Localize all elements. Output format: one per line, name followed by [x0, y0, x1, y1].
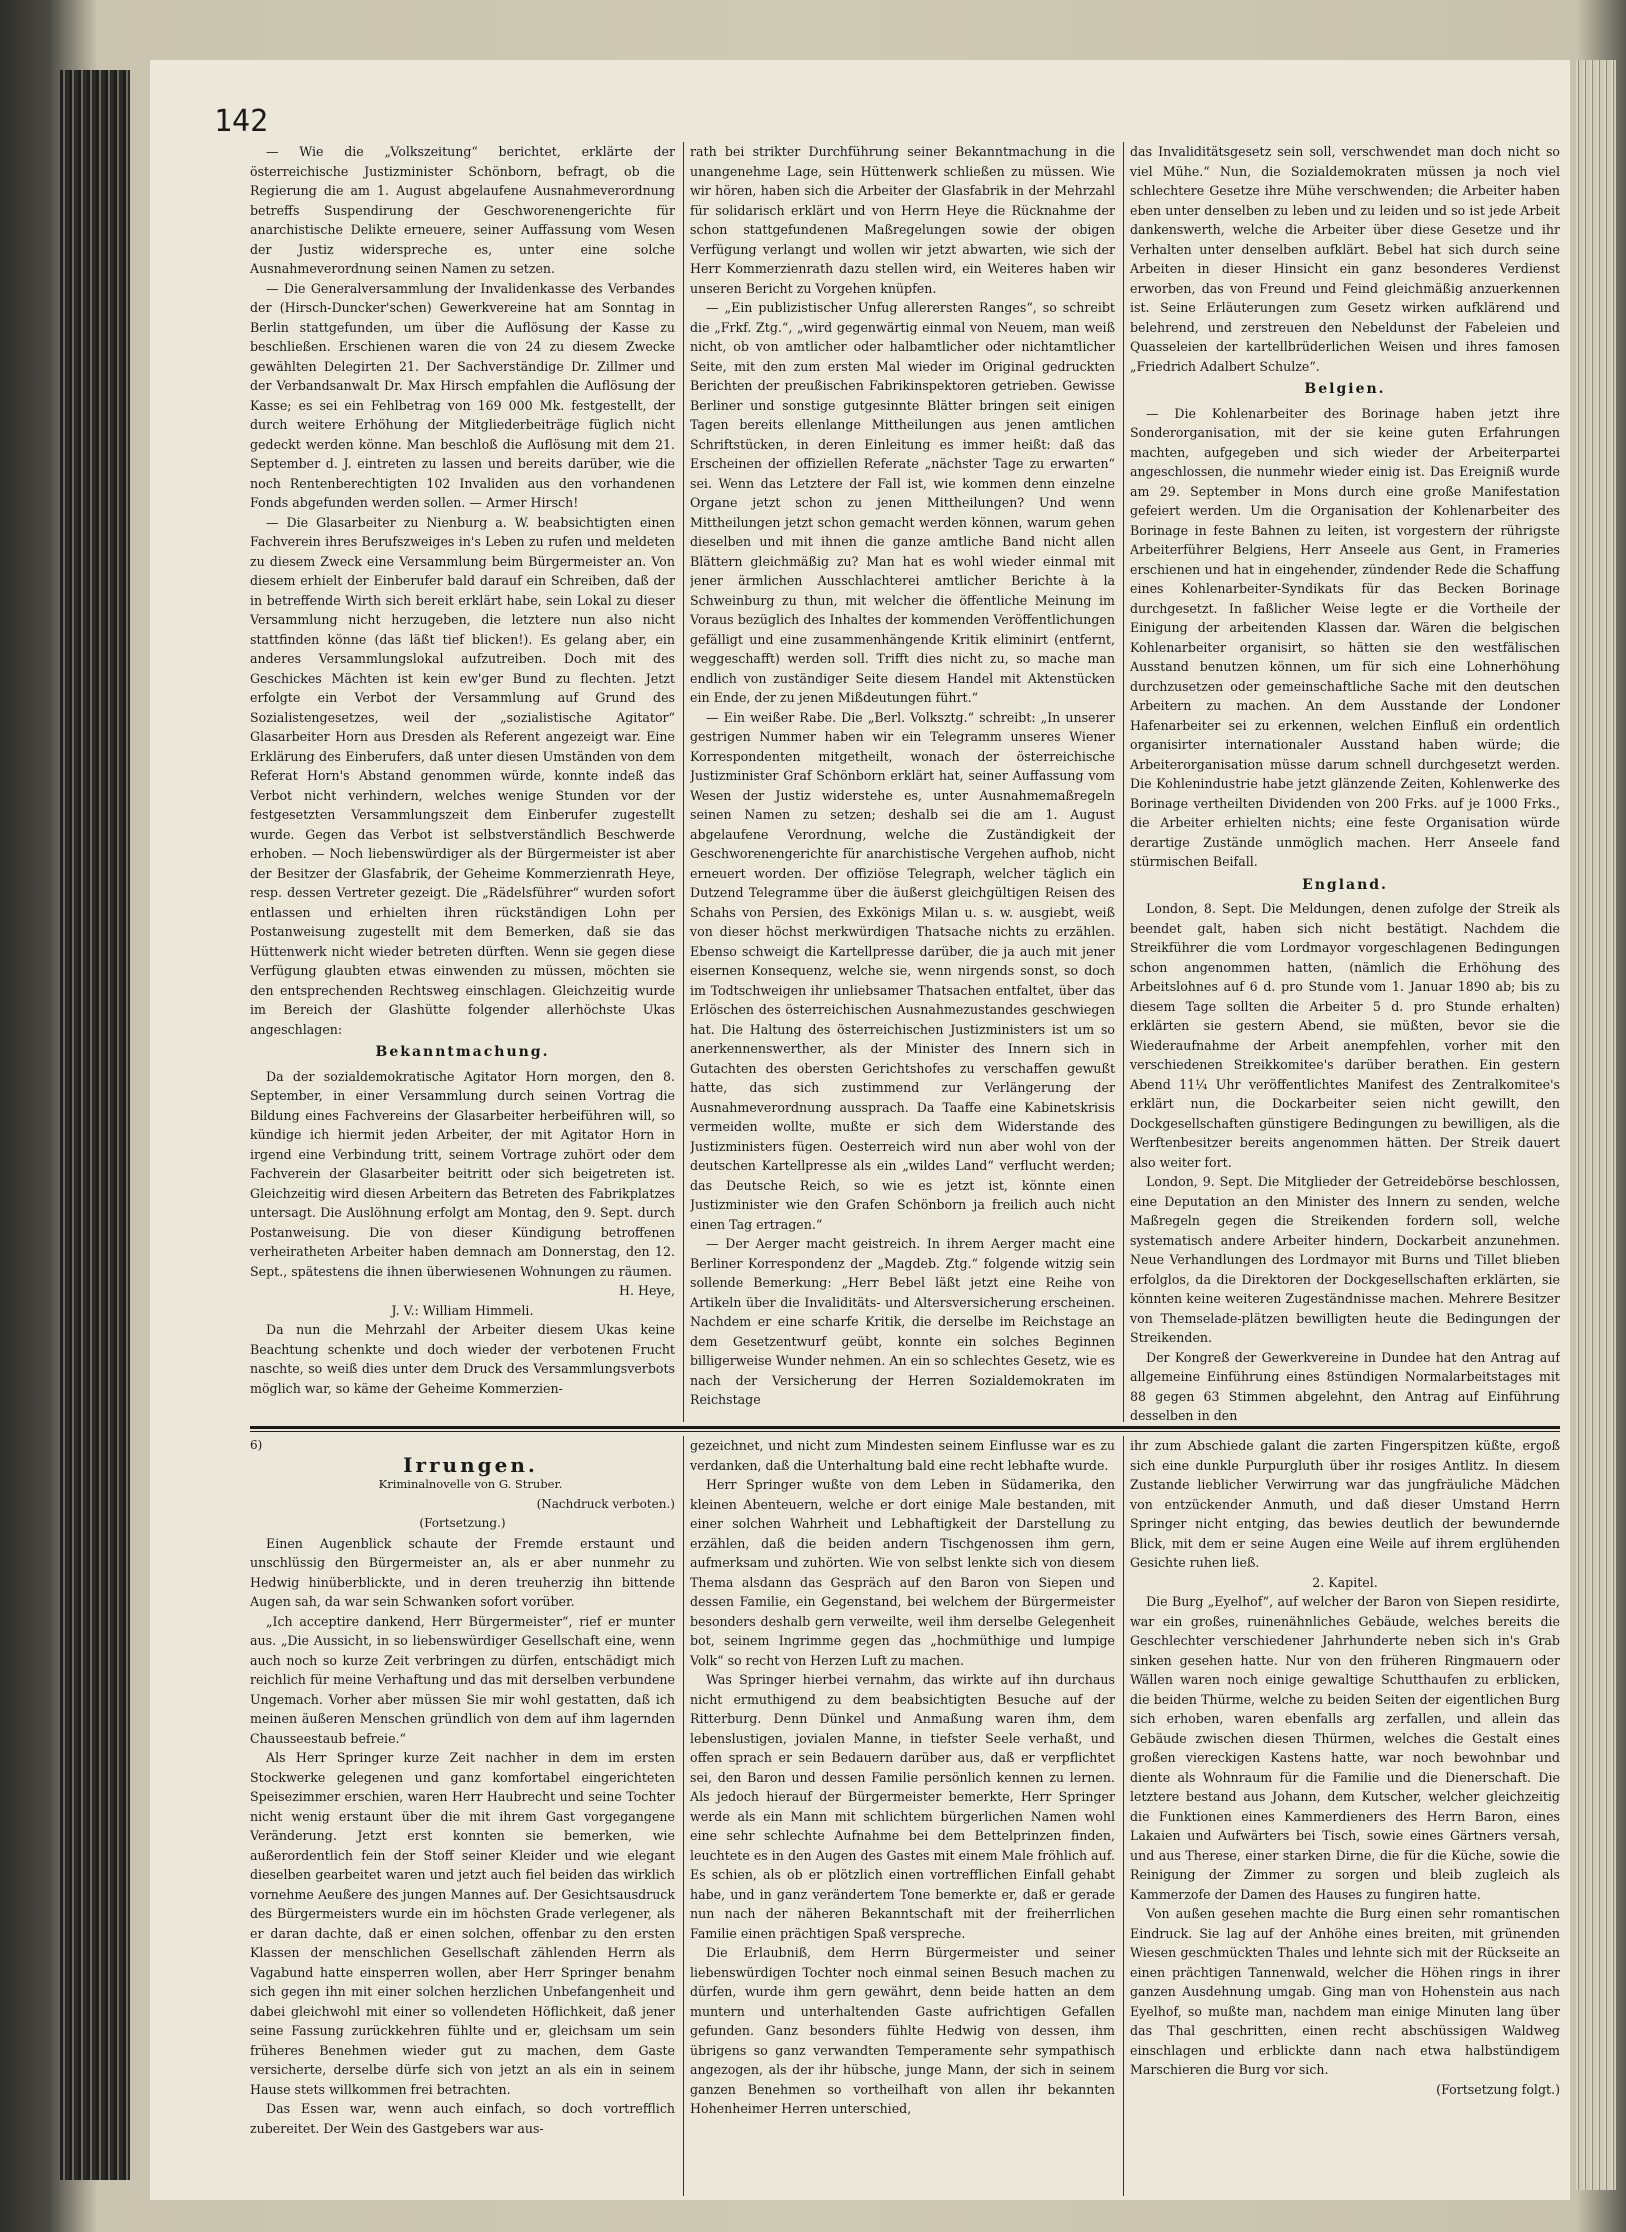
- novel-paragraph: Herr Springer wußte von dem Leben in Südamerika, den kleinen Abenteuern, welche er dort einige Male bestanden, mit einer solchen Wahrheit und Lebhaftigkeit der Darstellung zu erzählen, daß die beiden andern Tischgenossen ihm gern, aufmerksam und zuhörten. Wie von selbst lenkte sich von diesem Thema alsdann das Gespräch auf den Baron von Siepen und dessen Familie, ein Gegenstand, bei welchem der Bürgermeister besonders deshalb gern verweilte, weil ihm derselbe Gelegenheit bot, seinem Ingrimme gegen das „hochmüthige und lumpige Volk“ so recht von Herzen Luft zu machen.: [690, 1477, 1115, 1668]
- novel-paragraph: Was Springer hierbei vernahm, das wirkte auf ihn durchaus nicht ermuthigend zu dem beabsichtigten Besuche auf der Ritterburg. Denn Dünkel und Anmaßung waren ihm, dem lebenslustigen, jovialen Manne, in tiefster Seele verhaßt, und offen sprach er sein Bedauern darüber aus, daß er verpflichtet sei, den Baron und dessen Familie persönlich kennen zu lernen. Als jedoch hierauf der Bürgermeister bemerkte, Herr Springer werde als ein Mann mit schlichtem bürgerlichen Namen wohl eine sehr schlechte Aufnahme bei dem Bettelprinzen finden, leuchtete es in den Augen des Gastes mit einem Male fröhlich auf. Es schien, als ob er plötzlich einen vortrefflichen Einfall gehabt habe, und in ganz verändertem Tone bemerkte er, daß er gerade nun nach der näheren Bekanntschaft mit der freiherrlichen Familie einen prächtigen Spaß verspreche.: [690, 1672, 1115, 1941]
- novel-paragraph: gezeichnet, und nicht zum Mindesten seinem Einflusse war es zu verdanken, daß die Unterhaltung bald eine recht lebhafte wurde.: [690, 1438, 1115, 1473]
- bekanntmachung-heading: Bekanntmachung.: [375, 1044, 550, 1060]
- article-volkszeitung: — Wie die „Volkszeitung“ berichtet, erklärte der österreichische Justizminister Schönborn, befragt, ob die Regierung die am 1. August abgelaufene Ausnahmeverordnung betreffs Suspendirung der Geschworenengerichte für anarchistische Delikte erneuere, seiner Auffassung vom Wesen der Justiz widerspreche es, unter eine solche Ausnahmeverordnung seinen Namen zu setzen.: [250, 144, 675, 276]
- newspaper-page: [150, 60, 1570, 2200]
- novel-byline: Kriminalnovelle von G. Struber.: [378, 1477, 563, 1491]
- article-glasarbeiter: — Die Glasarbeiter zu Nienburg a. W. beabsichtigten einen Fachverein ihres Berufszweiges in's Leben zu rufen und meldeten zu diesem Zweck eine Versammlung beim Bürgermeister an. Von diesem erhielt der Einberufer bald darauf ein Schreiben, daß der in betreffende Wirth sich bereit erklärt habe, sein Lokal zu dieser Versammlung nicht herzugeben, die letztere nun also nicht stattfinden könne (das läßt tief blicken!). Es gelang aber, ein anderes Versammlungslokal aufzutreiben. Doch mit des Geschickes Mächten ist kein ew'ger Bund zu flechten. Jetzt erfolgte ein Verbot der Versammlung auf Grund des Sozialistengesetzes, weil der „sozialistische Agitator“ Glasarbeiter Horn aus Dresden als Referent angezeigt war. Eine Erklärung des Einberufers, daß unter diesen Umständen von dem Referat Horn's Abstand genommen würde, konnte indeß das Verbot nicht verhindern, welches wenige Stunden vor der festgesetzten Versammlungszeit dem Einberufer zugestellt wurde. Gegen das Verbot ist selbstverständlich Beschwerde erhoben. — Noch liebenswürdiger als der Bürgermeister ist aber der Besitzer der Glasfabrik, der Geheime Kommerzienrath Heye, resp. dessen Vertreter gezeigt. Die „Rädelsführer“ wurden sofort entlassen und erhielten ihren rückständigen Lohn per Postanweisung zugestellt mit dem Bemerken, daß sie das Hüttenwerk nicht wieder betreten dürften. Wenn sie gegen diese Verfügung glaubten etwas einwenden zu müssen, möchten sie den entsprechenden Rechtsweg einschlagen. Gleichzeitig wurde im Bereich der Glashütte folgender allerhöchste Ukas angeschlagen:: [250, 514, 675, 1037]
- novel-paragraph: Als Herr Springer kurze Zeit nachher in dem im ersten Stockwerke gelegenen und ganz komfortabel eingerichteten Speisezimmer erschien, waren Herr Haubrecht und seine Tochter nicht wenig erstaunt über die mit ihrem Gast vorgegangene Veränderung. Jetzt erst konnten sie bemerken, wie außerordentlich fein der Stoff seiner Kleider und wie elegant dieselben gearbeitet waren und jetzt auch fiel beiden das wirklich vornehme Aeußere des jungen Mannes auf. Der Gesichtsausdruck des Bürgermeisters wurde ein im höchsten Grade verlegener, als er daran dachte, daß er einen solchen, offenbar zu den ersten Klassen der menschlichen Gesellschaft zählenden Herrn als Vagabund hatte einsperren wollen, aber Herr Springer benahm sich gegen ihn mit einer solchen herzlichen Unbefangenheit und dabei gleichwohl mit einer so vollendeten Höflichkeit, daß jener seine Fassung zurückkehren fühlte und er, gleichsam um sein früheres Benehmen wieder gut zu machen, dem Gaste versicherte, derselbe dürfe sich von jetzt an als ein in seinem Hause stets willkommen frei betrachten.: [250, 1750, 675, 2097]
- heading-belgien: Belgien.: [1304, 381, 1386, 397]
- novel-paragraph: Die Burg „Eyelhof“, auf welcher der Baron von Siepen residirte, war ein großes, ruinenähnliches Gebäude, welches bereits die Geschlechter verschiedener Jahrhunderte neben sich in's Grab sinken gesehen hatte. Nur von den früheren Ringmauern oder Wällen waren noch einige gewaltige Schutthaufen zu erblicken, die beiden Thürme, welche zu beiden Seiten der eigentlichen Burg sich erhoben, waren ebenfalls arg zerfallen, und allein das Gebäude zwischen diesen Thürmen, welches die Gestalt eines großen viereckigen Kastens hatte, war noch bewohnbar und diente als Wohnraum für die Familie und die Dienerschaft. Die letztere bestand aus Johann, dem Kutscher, welcher gleichzeitig die Funktionen eines Kammerdieners des Herrn Baron, eines Lakaien und Aufwärters bei Tisch, sowie eines Gärtners versah, und aus Therese, einer starken Dirne, die für die Küche, sowie die Reinigung der Zimmer zu sorgen und bleib zugleich als Kammerzofe der Damen des Hauses zu fungiren hatte.: [1130, 1594, 1560, 1902]
- installment-number: 6): [250, 1438, 263, 1452]
- novel-paragraph: „Ich acceptire dankend, Herr Bürgermeister“, rief er munter aus. „Die Aussicht, in so liebenswürdiger Gesellschaft eine, wenn auch noch so kurze Zeit verbringen zu dürfen, entschädigt mich reichlich für meine Verhaftung und das mit derselben verbundene Ungemach. Vorher aber müssen Sie mir wohl gestatten, daß ich meinen äußeren Menschen gründlich von dem auf ihm lagernden Chausseestaub befreie.“: [250, 1613, 675, 1746]
- column-rule: [1123, 1436, 1124, 2196]
- novel-column-2: [690, 1436, 1115, 2196]
- column-rule: [683, 142, 684, 1422]
- top-column-3: [1130, 142, 1560, 1422]
- to-be-continued: (Fortsetzung folgt.): [1436, 2081, 1560, 2097]
- novel-paragraph: ihr zum Abschiede galant die zarten Fingerspitzen küßte, ergoß sich eine dunkle Purpurgluth über ihr rosiges Antlitz. In diesem Zustande lieblicher Verwirrung war das jungfräuliche Mädchen von entzückender Anmuth, und daß dieser Umstand Herrn Springer nicht entging, das bewies deutlich der bewundernde Blick, mit dem er seine Augen eine Weile auf ihrem erglühenden Gesichte ruhen ließ.: [1130, 1438, 1560, 1570]
- article-invalidenkasse: — Die Generalversammlung der Invalidenkasse des Verbandes der (Hirsch-Duncker'schen) Gewerkvereine hat am Sonntag in Berlin stattgefunden, um über die Auflösung der Kasse zu beschließen. Erschienen waren die von 24 zu diesem Zwecke gewählten Delegirten 21. Der Sachverständige Dr. Zillmer und der Verbandsanwalt Dr. Max Hirsch empfahlen die Auflösung der Kasse; es sei ein Fehlbetrag von 169 000 Mk. festgestellt, der durch weitere Erhöhung der Mitgliederbeiträge füglich nicht gedeckt werden könne. Man beschloß die Auflösung mit dem 21. September d. J. eintreten zu lassen und bereits darüber, wie die noch Rentenberechtigten 102 Invaliden aus den vorhandenen Fonds abgefunden werden sollen. — Armer Hirsch!: [250, 280, 675, 510]
- article-kongress: Der Kongreß der Gewerkvereine in Dundee hat den Antrag auf allgemeine Einführung eines 8stündigen Normalarbeitstages mit 88 gegen 63 Stimmen abgelehnt, den Antrag auf Einführung desselben in den: [1130, 1349, 1560, 1422]
- heading-england: England.: [1302, 876, 1388, 893]
- continuation-note: (Fortsetzung.): [419, 1516, 506, 1530]
- novel-paragraph: Die Erlaubniß, dem Herrn Bürgermeister und seiner liebenswürdigen Tochter noch einmal seinen Besuch machen zu dürfen, wurde ihm gern gewährt, denn beide hatten an dem muntern und unterhaltenden Gaste aufrichtigen Gefallen gefunden. Ganz besonders fühlte Hedwig von dessen, ihm übrigens so ganz verwandten Temperamente sehr sympathisch angezogen, als der ihr hübsche, junge Mann, der sich in seinem ganzen Benehmen so vortheilhaft von allen ihr bekannten Hohenheimer Herren unterschied,: [690, 1945, 1115, 2116]
- feuilleton-divider: [250, 1426, 1560, 1432]
- page-number: 142: [214, 104, 269, 139]
- novel-column-1: [250, 1436, 675, 2196]
- article-london-8: London, 8. Sept. Die Meldungen, denen zufolge der Streik als beendet galt, haben sich nicht bestätigt. Nachdem die Streikführer die vom Lordmayor vorgeschlagenen Bedingungen schon angenommen hatten, (nämlich die Erhöhung des Arbeitslohnes auf 6 d. pro Stunde vom 1. Januar 1890 ab; bis zu diesem Tage sollten die Arbeiter 5 d. pro Stunde erhalten) erklärten sie gestern Abend, sie müßten, bevor sie die Wiederaufnahme der Arbeit anempfehlen, vorher mit den verschiedenen Streikkomitee's darüber berathen. Ein gestern Abend 11¼ Uhr veröffentlichtes Manifest des Zentralkomitee's erklärt nun, die Dockarbeiter seien nicht gewillt, den Dockgesellschaften günstigere Bedingungen zu bewilligen, als die Werftenbesitzer bereits angenommen hätten. Der Streik dauert also weiter fort.: [1130, 901, 1560, 1170]
- chapter-heading: 2. Kapitel.: [1312, 1574, 1378, 1590]
- book-spine: [60, 70, 130, 2180]
- article-london-9: London, 9. Sept. Die Mitglieder der Getreidebörse beschlossen, eine Deputation an den Minister des Innern zu senden, welche Maßregeln gegen die Streikenden fordern soll, welche systematisch andere Arbeiter hindern, Dockarbeit anzunehmen. Neue Verhandlungen des Lordmayor mit Burns und Tillet blieben erfolglos, da die Direktoren der Dockgesellschaften erklärten, sie könnten keine weiteren Zugeständnisse machen. Mehrere Besitzer von Themselade-plätzen bewilligten heute die Bedingungen der Streikenden.: [1130, 1174, 1560, 1345]
- column-rule: [1123, 142, 1124, 1422]
- novel-paragraph: Das Essen war, wenn auch einfach, so doch vortrefflich zubereitet. Der Wein des Gastgebers war aus-: [250, 2101, 675, 2136]
- article-publizistischer-unfug: — „Ein publizistischer Unfug allerersten Ranges“, so schreibt die „Frkf. Ztg.“, „wird gegenwärtig einmal von Neuem, man weiß nicht, ob von amtlicher oder halbamtlicher oder nichtamtlicher Seite, mit den zum ersten Mal wieder im Original gedruckten Berichten der preußischen Fabrikinspektoren getrieben. Gewisse Berliner und sonstige gutgesinnte Blätter bringen seit einigen Tagen bereits ellenlange Mittheilungen aus jenen amtlichen Schriftstücken, in deren Einleitung es immer heißt: daß das Erscheinen der offiziellen Referate „nächster Tage zu erwarten“ sei. Wenn das Letztere der Fall ist, wie kommen denn einzelne Organe jetzt schon zu jenen Mittheilungen? Und wenn Mittheilungen jetzt schon gemacht werden können, warum gehen dieselben und mit ihnen die ganze amtliche Band nicht allen Blättern gleichmäßig zu? Man hat es wohl wieder einmal mit jener ärmlichen Ausschlachterei amtlicher Berichte à la Schweinburg zu thun, mit welcher die öffentliche Meinung im Voraus bezüglich des Inhaltes der kommenden Veröffentlichungen gefälligt und eine zusammenhängende Kritik eliminirt (entfernt, weggeschafft) werden soll. Trifft dies nicht zu, so mache man endlich von zuständiger Seite diesem Handel mit Aktenstücken ein Ende, der zu jenen Mißdeutungen führt.“: [690, 300, 1115, 705]
- article-invaliditaetsgesetz: das Invaliditätsgesetz sein soll, verschwendet man doch nicht so viel Mühe.“ Nun, die Sozialdemokraten müssen ja noch viel schlechtere Gesetze ihre Mühe verschwenden; die Arbeiter haben eben unter denselben zu leben und zu leiden und so ist jede Arbeit dankenswerth, welche die Arbeiter über diese Gesetze und ihr Verhalten unter denselben aufklärt. Bebel hat sich durch seine Arbeiten in dieser Hinsicht ein ganz besonderes Verdienst erworben, das von Freund und Feind gleichmäßig anzuerkennen ist. Seine Erläuterungen zum Gesetz wirken aufklärend und belehrend, und zerstreuen den Nebeldunst der Fabeleien und Quasseleien der kartellbrüderlichen Weisen und ihres famosen „Friedrich Adalbert Schulze“.: [1130, 144, 1560, 374]
- page-edges: [1576, 60, 1616, 2190]
- reprint-notice: (Nachdruck verboten.): [536, 1496, 675, 1511]
- novel-paragraph: Einen Augenblick schaute der Fremde erstaunt und unschlüssig den Bürgermeister an, als er aber nunmehr zu Hedwig hinüberblickte, und in deren treuherzig ihn bittende Augen sah, da war sein Schwanken sofort vorüber.: [250, 1535, 675, 1609]
- novel-paragraph: Von außen gesehen machte die Burg einen sehr romantischen Eindruck. Sie lag auf der Anhöhe eines breiten, mit grünenden Wiesen geschmückten Thales und lehnte sich mit der Rückseite an einen prächtigen Tannenwald, welcher die Höhen rings in ihrer ganzen Ausdehnung umgab. Ging man von Hohenstein aus nach Eyelhof, so mußte man, nachdem man einige Minuten lang über das Thal geschritten, einen recht abschüssigen Waldweg einschlagen und erblickte dann nach etwa halbstündigem Marschieren die Burg vor sich.: [1130, 1906, 1560, 2077]
- novel-title: Irrungen.: [403, 1452, 538, 1477]
- signature-himmeli: J. V.: William Himmeli.: [391, 1302, 534, 1318]
- signature-heye: H. Heye,: [619, 1283, 675, 1298]
- bekanntmachung-text: Da der sozialdemokratische Agitator Horn morgen, den 8. September, in einer Versammlung durch seinen Vortrag die Bildung eines Fachvereins der Glasarbeiter herbeiführen will, so kündige ich hiermit jeden Arbeiter, der mit Agitator Horn in irgend eine Verbindung tritt, seinem Vortrage zuhört oder dem Fachverein der Glasarbeiter beitritt oder sich beigetreten ist. Gleichzeitig wird diesen Arbeitern das Betreten des Fabrikplatzes untersagt. Die Auslöhnung erfolgt am Montag, den 9. Sept. durch Postanweisung. Die von dieser Kündigung betroffenen verheiratheten Arbeiter haben demnach am Donnerstag, den 12. Sept., spätestens die ihnen überwiesenen Wohnungen zu räumen.: [250, 1068, 675, 1279]
- top-column-1: [250, 142, 675, 1422]
- column-rule: [683, 1436, 684, 2196]
- article-aerger: — Der Aerger macht geistreich. In ihrem Aerger macht eine Berliner Korrespondenz der „Magdeb. Ztg.“ folgende witzig sein sollende Bemerkung: „Herr Bebel läßt jetzt eine Reihe von Artikeln über die Invaliditäts- und Altersversicherung erscheinen. Nachdem er eine scharfe Kritik, die derselbe im Reichstage an dem Gesetzentwurf geübt, konnte ein solches Beginnen billigerweise Wunder nehmen. An ein so schlechtes Gesetz, wie es nach der Versicherung der Herren Sozialdemokraten im Reichstage: [690, 1236, 1115, 1407]
- top-column-2: [690, 142, 1115, 1422]
- article-weisser-rabe: — Ein weißer Rabe. Die „Berl. Volksztg.“ schreibt: „In unserer gestrigen Nummer haben wir ein Telegramm unseres Wiener Korrespondenten mitgetheilt, wonach der österreichische Justizminister Graf Schönborn erklärt hat, seiner Auffassung vom Wesen der Justiz widerstehe es, unter Ausnahmemaßregeln seinen Namen zu setzen; deshalb sei die am 1. August abgelaufene Verordnung, welche die Zuständigkeit der Geschworenengerichte für anarchistische Vergehen aufhob, nicht erneuert worden. Der offiziöse Telegraph, welcher täglich ein Dutzend Telegramme über die äußerst gleichgültigen Reisen des Schahs von Persien, des Exkönigs Milan u. s. w. ausgiebt, weiß von dieser höchst merkwürdigen Thatsache nichts zu erzählen. Ebenso schweigt die Kartellpresse darüber, die ja auch mit jener eisernen Konsequenz, welche sie, wenn nirgends sonst, so doch im Todtschweigen ihr unliebsamer Thatsachen entfaltet, über das Erlöschen des österreichischen Ausnahmezustandes geschwiegen hat. Die Haltung des österreichischen Justizministers ist um so anerkennenswerther, als der Minister des Innern sich in Gutachten des obersten Gerichtshofes zu verschaffen gewußt hatte, das sich zustimmend zur Verlängerung der Ausnahmeverordnung aussprach. Da Taaffe eine Kabinetskrisis vermeiden wollte, mußte er sich dem Widerstande des Justizministers fügen. Oesterreich wird nun aber wohl von der deutschen Kartellpresse als ein „wildes Land“ verflucht werden; das Deutsche Reich, so wie es jetzt ist, könnte einen Justizminister wie den Grafen Schönborn ja freilich auch nicht einen Tag ertragen.“: [690, 709, 1115, 1232]
- article-glasarbeiter-end: Da nun die Mehrzahl der Arbeiter diesem Ukas keine Beachtung schenkte und doch wieder der verbotenen Frucht naschte, so weiß dies unter dem Druck des Versammlungsverbots möglich war, so käme der Geheime Kommerzien-: [250, 1322, 675, 1396]
- article-glasfabrik-cont: rath bei strikter Durchführung seiner Bekanntmachung in die unangenehme Lage, sein Hüttenwerk schließen zu müssen. Wie wir hören, haben sich die Arbeiter der Glasfabrik in der Mehrzahl für solidarisch erklärt und von Herrn Heye die Rücknahme der schon stattgefundenen Maßregelungen sowie der obigen Verfügung verlangt und wollen wir jetzt abwarten, wie sich der Herr Kommerzienrath dazu stellen wird, ein Weiteres haben wir unseren Bericht zu Vorgehen knüpfen.: [690, 144, 1115, 296]
- article-borinage: — Die Kohlenarbeiter des Borinage haben jetzt ihre Sonderorganisation, mit der sie keine guten Erfahrungen machten, aufgegeben und sich wieder der Arbeiterpartei angeschlossen, die nunmehr wieder einig ist. Das Ereigniß wurde am 29. September in Mons durch eine große Manifestation gefeiert werden. Um die Organisation der Kohlenarbeiter des Borinage in feste Bahnen zu leiten, ist vorgestern der rührigste Arbeiterführer Belgiens, Herr Anseele aus Gent, in Frameries erschienen und hat in eingehender, zündender Rede die Schaffung eines Kohlenarbeiter-Syndikats für das Becken Borinage durchgesetzt. In faßlicher Weise legte er die Vortheile der Einigung der arbeitenden Klassen dar. Wären die belgischen Kohlenarbeiter organisirt, so hätten sie den westfälischen Ausstand benutzen können, um für sich eine Lohnerhöhung durchzusetzen oder gemeinschaftliche Sache mit den deutschen Arbeitern zu machen. An dem Ausstande der Londoner Hafenarbeiter sei zu erkennen, welchen Einfluß ein ordentlich organisirter internationaler Ausstand haben würde; die Arbeiterorganisation müsse darum schnell durchgesetzt werden. Die Kohlenindustrie habe jetzt glänzende Zeiten, Kohlenwerke des Borinage vertheilten Dividenden von 200 Frks. auf je 1000 Frks., die Arbeiter erhielten nichts; eine feste Organisation würde derartige Zustände unmöglich machen. Herr Anseele fand stürmischen Beifall.: [1130, 405, 1560, 869]
- novel-column-3: [1130, 1436, 1560, 2196]
